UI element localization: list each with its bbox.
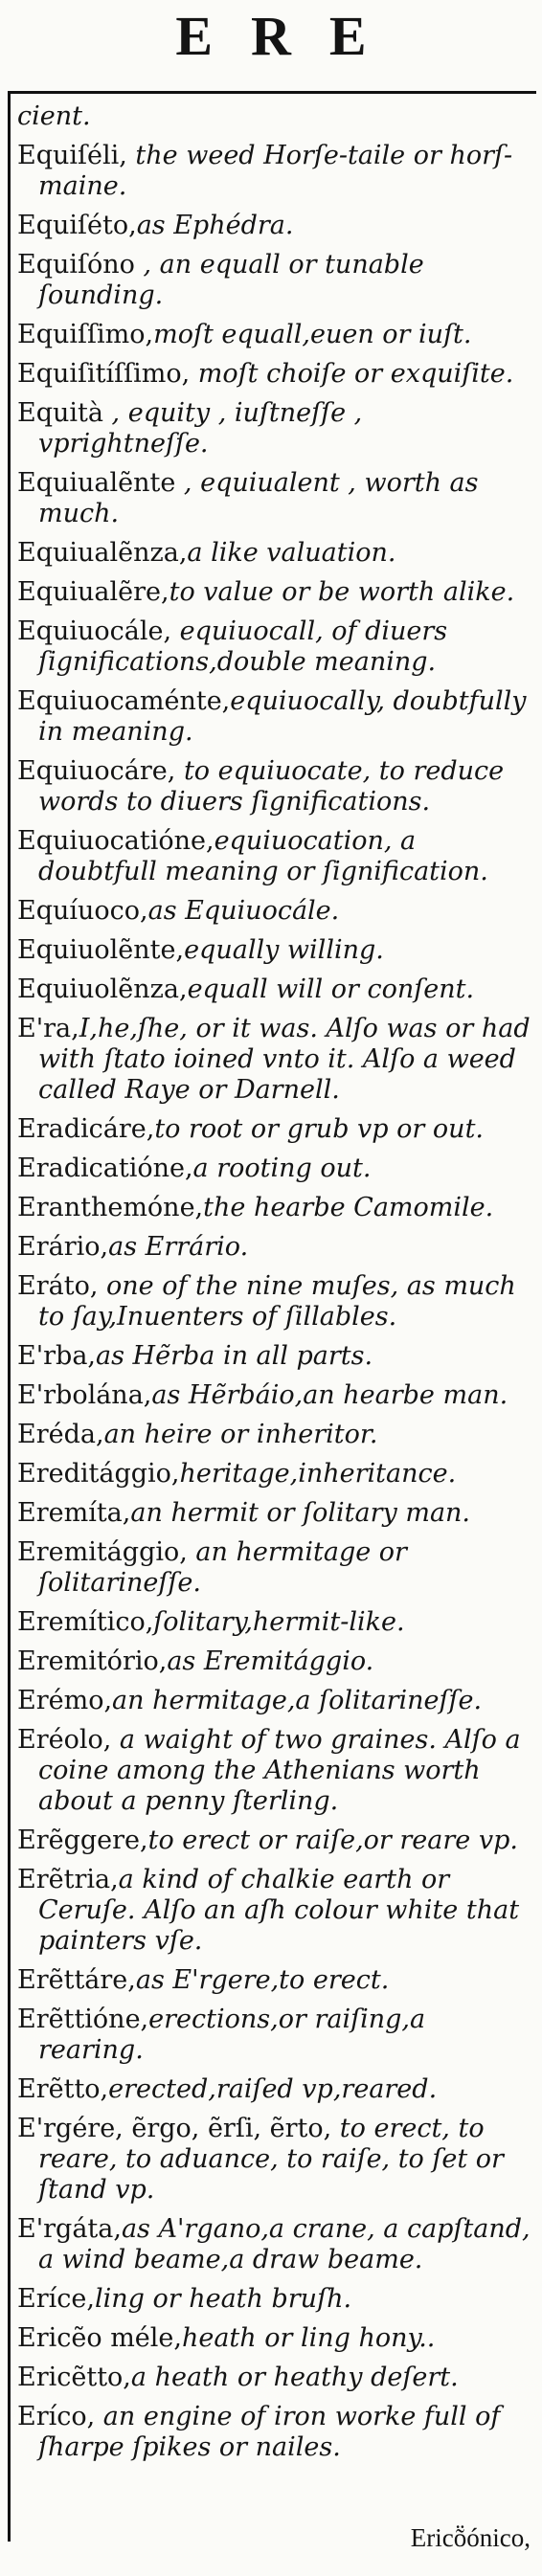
dictionary-entry <box>17 577 534 608</box>
entry-definition: as Hẽrbáio,an hearbe man. <box>151 1380 508 1410</box>
dictionary-column <box>17 101 534 2472</box>
entry-headword: Equiſéli, <box>17 141 127 170</box>
catchword: Ericṏónico, <box>410 2523 531 2552</box>
dictionary-entry <box>17 1341 534 1372</box>
dictionary-entry <box>17 616 534 678</box>
entry-headword: E'rbolána, <box>17 1380 152 1410</box>
entry-headword: Equiualẽnza, <box>17 538 188 568</box>
dictionary-entry <box>17 974 534 1005</box>
entry-definition: cient. <box>17 101 91 131</box>
entry-definition: as Errário. <box>108 1232 249 1262</box>
column-rule <box>8 91 11 2542</box>
entry-definition: a rooting out. <box>192 1154 372 1183</box>
entry-headword: Erẽtto, <box>17 2074 109 2104</box>
entry-headword: Equiſéto, <box>17 211 137 240</box>
entry-headword: Eríce, <box>17 2284 95 2314</box>
entry-definition: moſt choiſe or exquiſite. <box>190 359 514 389</box>
entry-definition: a like valuation. <box>187 538 396 568</box>
entry-headword: Eráto, <box>17 1271 99 1301</box>
dictionary-entry <box>17 1865 534 1957</box>
entry-headword: Eremitório, <box>17 1646 168 1676</box>
dictionary-entry <box>17 1607 534 1638</box>
dictionary-entry <box>17 320 534 350</box>
entry-definition: an hermit or ſolitary man. <box>130 1498 471 1528</box>
dictionary-entry <box>17 2214 534 2275</box>
dictionary-entry <box>17 1686 534 1716</box>
dictionary-entry <box>17 686 534 748</box>
entry-definition: an engine of iron worke full of ſharpe ſpikes or nailes. <box>38 2402 501 2462</box>
dictionary-entry <box>17 2005 534 2066</box>
entry-definition: equiuocall, of diuers ſignifications,double meaning. <box>38 616 448 677</box>
entry-definition: the hearbe Camomile. <box>203 1193 494 1222</box>
dictionary-entry <box>17 1193 534 1223</box>
entry-headword: Ereditággio, <box>17 1459 180 1489</box>
dictionary-entry <box>17 826 534 887</box>
entry-definition: a waight of two graines. Alſo a coine among the Athenians worth about a penny ſterling. <box>38 1725 521 1816</box>
entry-definition: to root or grub vp or out. <box>154 1114 484 1144</box>
dictionary-entry <box>17 1646 534 1677</box>
dictionary-entry <box>17 1537 534 1599</box>
entry-headword: Eremíta, <box>17 1498 131 1528</box>
entry-definition: ling or heath bruſh. <box>94 2284 352 2314</box>
entry-headword: Equíuoco, <box>17 896 148 926</box>
entry-headword: Equiuocále, <box>17 616 172 646</box>
dictionary-entry <box>17 1271 534 1333</box>
dictionary-entry <box>17 141 534 202</box>
dictionary-entry <box>17 211 534 241</box>
entry-definition: equiuocation, a doubtfull meaning or ſignification. <box>38 826 488 886</box>
entry-headword: Equiſóno <box>17 250 135 280</box>
entry-headword: Equiualẽnte <box>17 468 176 498</box>
entry-definition: as Hẽrba in all parts. <box>96 1341 373 1371</box>
entry-definition: to value or be worth alike. <box>169 577 515 607</box>
entry-definition: , an equall or tunable ſounding. <box>38 250 424 310</box>
entry-headword: Equiſſimo, <box>17 320 154 349</box>
dictionary-entry <box>17 359 534 390</box>
entry-headword: Equiuolẽnte, <box>17 935 185 965</box>
entry-headword: Eradicatióne, <box>17 1154 193 1183</box>
entry-headword: Equiuolẽnza, <box>17 974 188 1004</box>
dictionary-entry <box>17 1014 534 1106</box>
dictionary-entry <box>17 1154 534 1184</box>
dictionary-entry <box>17 2114 534 2206</box>
entry-headword: Eranthemóne, <box>17 1193 204 1222</box>
dictionary-entry <box>17 2402 534 2463</box>
entry-definition: erections,or raiſing,a rearing. <box>38 2005 426 2065</box>
entry-definition: , equiualent , worth as much. <box>38 468 479 528</box>
entry-definition: erected,raiſed vp,reared. <box>108 2074 438 2104</box>
dictionary-entry <box>17 398 534 459</box>
entry-headword: Erẽggere, <box>17 1826 148 1855</box>
dictionary-entry <box>17 1965 534 1996</box>
entry-headword: Eremítico, <box>17 1607 154 1637</box>
dictionary-entry <box>17 2284 534 2315</box>
entry-definition: to erect, to reare, to aduance, to raiſe, to ſet or ſtand vp. <box>38 2114 504 2205</box>
dictionary-entry <box>17 1420 534 1450</box>
entry-headword: Erário, <box>17 1232 109 1262</box>
dictionary-entry <box>17 101 534 132</box>
entry-headword: Equiuocáre, <box>17 756 176 786</box>
entry-headword: E'rgére, ẽrgo, ẽrſi, ẽrto, <box>17 2114 332 2143</box>
dictionary-entry <box>17 468 534 529</box>
entry-headword: Erémo, <box>17 1686 113 1715</box>
entry-headword: Equità <box>17 398 103 428</box>
entry-definition: a kind of chalkie earth or Ceruſe. Alſo an aſh colour white that painters vſe. <box>38 1865 520 1956</box>
entry-headword: Eremitággio, <box>17 1537 188 1567</box>
dictionary-entry <box>17 935 534 966</box>
entry-headword: Eréolo, <box>17 1725 112 1755</box>
entry-definition: to equiuocate, to reduce words to diuers ſignifications. <box>38 756 505 817</box>
entry-headword: E'rgáta, <box>17 2214 122 2244</box>
entry-headword: E'rba, <box>17 1341 97 1371</box>
entry-definition: ſolitary,hermit-like. <box>153 1607 405 1637</box>
entry-definition: to erect or raiſe,or reare vp. <box>147 1826 518 1855</box>
entry-definition: as Equiuocále. <box>147 896 340 926</box>
entry-definition: an hermitage,a ſolitarineſſe. <box>112 1686 483 1715</box>
entry-headword: Eríco, <box>17 2402 96 2431</box>
entry-definition: as Eremitággio. <box>167 1646 374 1676</box>
dictionary-entry <box>17 1725 534 1817</box>
entry-definition: equally willing. <box>184 935 384 965</box>
entry-definition: equiuocally, doubtfully in meaning. <box>38 686 527 747</box>
running-head: ERE <box>175 5 405 67</box>
dictionary-entry <box>17 250 534 311</box>
dictionary-entry <box>17 538 534 569</box>
dictionary-entry <box>17 1380 534 1411</box>
dictionary-entry <box>17 1459 534 1490</box>
dictionary-entry <box>17 1498 534 1529</box>
entry-headword: Erẽtria, <box>17 1865 119 1894</box>
entry-definition: an heire or inheritor. <box>103 1420 378 1449</box>
entry-headword: Eradicáre, <box>17 1114 155 1144</box>
dictionary-entry <box>17 2074 534 2105</box>
header-rule <box>8 91 536 94</box>
entry-definition: a heath or heathy deſert. <box>130 2363 459 2392</box>
entry-headword: Ericẽtto, <box>17 2363 131 2392</box>
entry-headword: Eréda, <box>17 1420 104 1449</box>
entry-definition: as A'rgano,a crane, a capſtand, a wind beame,a draw beame. <box>38 2214 531 2274</box>
entry-definition: as Ephédra. <box>136 211 294 240</box>
entry-definition: moſt equall,euen or iuſt. <box>153 320 472 349</box>
page-header <box>0 0 542 92</box>
entry-definition: , equity , iuſtneſſe , vprightneſſe. <box>38 398 363 459</box>
entry-definition: heath or ling hony.. <box>181 2323 436 2353</box>
entry-headword: Equiuocatióne, <box>17 826 215 856</box>
dictionary-entry <box>17 756 534 818</box>
entry-definition: an hermitage or ſolitarineſſe. <box>38 1537 407 1598</box>
entry-headword: Equiuocaménte, <box>17 686 231 716</box>
entry-headword: Equiualẽre, <box>17 577 169 607</box>
dictionary-entry <box>17 1826 534 1856</box>
entry-headword: Equiſitíſſimo, <box>17 359 191 389</box>
entry-definition: as E'rgere,to erect. <box>135 1965 390 1995</box>
dictionary-entry <box>17 2363 534 2393</box>
entry-definition: heritage,inheritance. <box>179 1459 457 1489</box>
entry-definition: equall will or conſent. <box>187 974 475 1004</box>
entry-definition: one of the nine muſes, as much to ſay,Inuenters of ſillables. <box>38 1271 516 1332</box>
entry-headword: E'ra, <box>17 1014 79 1043</box>
dictionary-entry <box>17 1114 534 1145</box>
entry-headword: Erẽttáre, <box>17 1965 136 1995</box>
dictionary-entry <box>17 896 534 927</box>
entry-headword: Erẽttióne, <box>17 2005 149 2034</box>
entry-definition: the weed Horſe-taile or horſ-maine. <box>38 141 513 201</box>
dictionary-entry <box>17 1232 534 1263</box>
entry-definition: I,he,ſhe, or it was. Alſo was or had with ſtato ioined vnto it. Alſo a weed called Raye or Darnell. <box>38 1014 531 1105</box>
entry-headword: Ericẽo méle, <box>17 2323 182 2353</box>
dictionary-entry <box>17 2323 534 2354</box>
